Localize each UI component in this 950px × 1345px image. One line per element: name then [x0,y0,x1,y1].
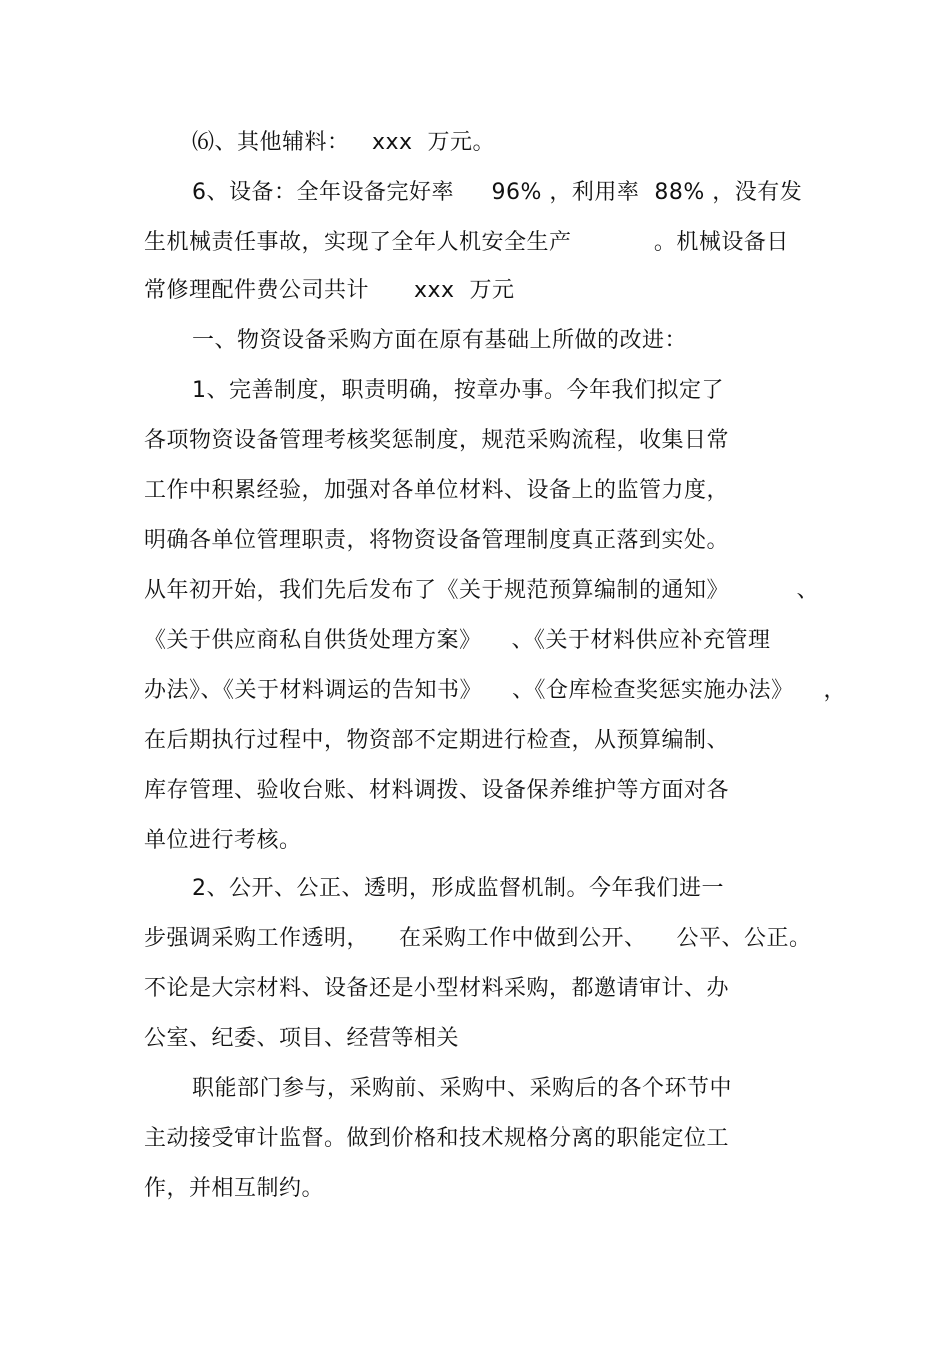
text-line-9: 明确各单位管理职责，将物资设备管理制度真正落到实处。 [144,528,730,553]
text-line-18: 不论是大宗材料、设备还是小型材料采购，都邀请审计、办 [144,976,730,1001]
text-line-20: 职能部门参与，采购前、采购中、采购后的各个环节中 [192,1076,733,1101]
text-line-2: 6、设备：全年设备完好率 96% ，利用率 88% ，没有发 [192,180,803,205]
text-line-10: 从年初开始，我们先后发布了《关于规范预算编制的通知》 、 [144,578,819,603]
text-line-11: 《关于供应商私自供货处理方案》 、《关于材料供应补充管理 [144,628,771,653]
text-line-16: 2、公开、公正、透明，形成监督机制。今年我们进一 [192,876,724,901]
text-line-5: 一、物资设备采购方面在原有基础上所做的改进： [192,328,688,353]
text-line-19: 公室、纪委、项目、经营等相关 [144,1026,460,1051]
text-line-7: 各项物资设备管理考核奖惩制度，规范采购流程，收集日常 [144,428,730,453]
text-line-22: 作，并相互制约。 [144,1176,325,1201]
text-line-13: 在后期执行过程中，物资部不定期进行检查，从预算编制、 [144,728,730,753]
text-line-12: 办法》、《关于材料调运的告知书》 、《仓库检查奖惩实施办法》 ， [144,678,846,703]
text-line-21: 主动接受审计监督。做到价格和技术规格分离的职能定位工 [144,1126,730,1151]
text-line-17: 步强调采购工作透明， 在采购工作中做到公开、 公平、公正。 [144,926,812,951]
text-line-3: 生机械责任事故，实现了全年人机安全生产 。机械设备日 [144,230,789,255]
text-line-14: 库存管理、验收台账、材料调拨、设备保养维护等方面对各 [144,778,730,803]
text-line-4: 常修理配件费公司共计 xxx 万元 [144,278,515,303]
text-line-1: ⑹、其他辅料： xxx 万元。 [192,130,496,155]
text-line-15: 单位进行考核。 [144,828,302,853]
text-line-8: 工作中积累经验，加强对各单位材料、设备上的监管力度， [144,478,730,503]
text-line-6: 1、完善制度，职责明确，按章办事。今年我们拟定了 [192,378,724,403]
